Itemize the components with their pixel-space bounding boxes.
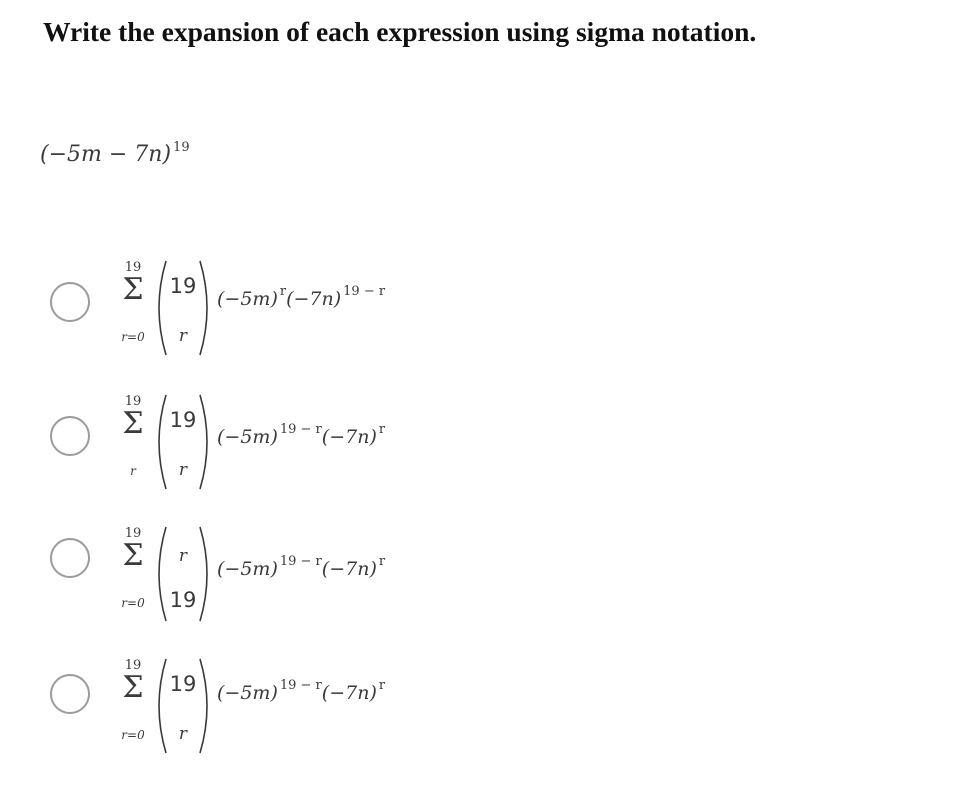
binomial-bottom: 19 — [169, 588, 197, 612]
term-base-b: (−7n) — [321, 426, 377, 448]
term-base-a: (−5m) — [217, 426, 278, 448]
binomial-coefficient-1 — [150, 258, 216, 358]
term-base-b: (−7n) — [321, 558, 377, 580]
term-4 — [217, 678, 386, 704]
answer-option-3[interactable] — [50, 524, 470, 634]
sigma-icon: Σ — [122, 670, 144, 705]
binomial-top: r — [178, 546, 188, 566]
term-exp-b: r — [378, 678, 386, 693]
sigma-icon: Σ — [122, 272, 144, 307]
binomial-coefficient-4 — [150, 656, 216, 756]
expression-base: (−5m − 7n) — [40, 142, 172, 167]
binomial-bottom: r — [178, 326, 188, 346]
term-base-a: (−5m) — [217, 288, 278, 310]
radio-button-option-4[interactable] — [50, 674, 90, 714]
term-exp-b: 19 − r — [343, 284, 386, 299]
term-exp-a: 19 − r — [279, 422, 322, 437]
binomial-top: 19 — [169, 408, 197, 432]
binomial-bottom: r — [178, 724, 188, 744]
summation-upper-limit: 19 — [124, 526, 142, 541]
term-base-a: (−5m) — [217, 558, 278, 580]
summation-lower-limit: r — [130, 464, 136, 478]
term-1 — [217, 284, 386, 310]
term-base-b: (−7n) — [321, 682, 377, 704]
answer-option-2[interactable] — [50, 392, 470, 502]
term-base-b: (−7n) — [286, 288, 342, 310]
expression-exponent: 19 — [173, 140, 190, 155]
binomial-coefficient-2 — [150, 392, 216, 492]
term-base-a: (−5m) — [217, 682, 278, 704]
sigma-icon: Σ — [122, 406, 144, 441]
term-3 — [217, 554, 386, 580]
sigma-icon: Σ — [122, 538, 144, 573]
binomial-coefficient-3 — [150, 524, 216, 624]
term-exp-a: 19 − r — [279, 554, 322, 569]
binomial-top: 19 — [169, 672, 197, 696]
term-exp-a: 19 − r — [279, 678, 322, 693]
term-exp-b: r — [378, 422, 386, 437]
summation-upper-limit: 19 — [124, 260, 142, 275]
question-title: Write the expansion of each expression using sigma notation. — [43, 16, 757, 47]
summation-upper-limit: 19 — [124, 658, 142, 673]
summation-lower-limit: r=0 — [121, 728, 145, 742]
binomial-top: 19 — [169, 274, 197, 298]
answer-option-4[interactable] — [50, 656, 470, 766]
summation-lower-limit: r=0 — [121, 330, 145, 344]
binomial-bottom: r — [178, 460, 188, 480]
term-exp-a: r — [279, 284, 287, 299]
term-2 — [217, 422, 386, 448]
term-exp-b: r — [378, 554, 386, 569]
answer-option-1[interactable] — [50, 258, 470, 368]
summation-upper-limit: 19 — [124, 394, 142, 409]
radio-button-option-1[interactable] — [50, 282, 90, 322]
expression — [40, 142, 190, 167]
radio-button-option-2[interactable] — [50, 416, 90, 456]
summation-lower-limit: r=0 — [121, 596, 145, 610]
radio-button-option-3[interactable] — [50, 538, 90, 578]
